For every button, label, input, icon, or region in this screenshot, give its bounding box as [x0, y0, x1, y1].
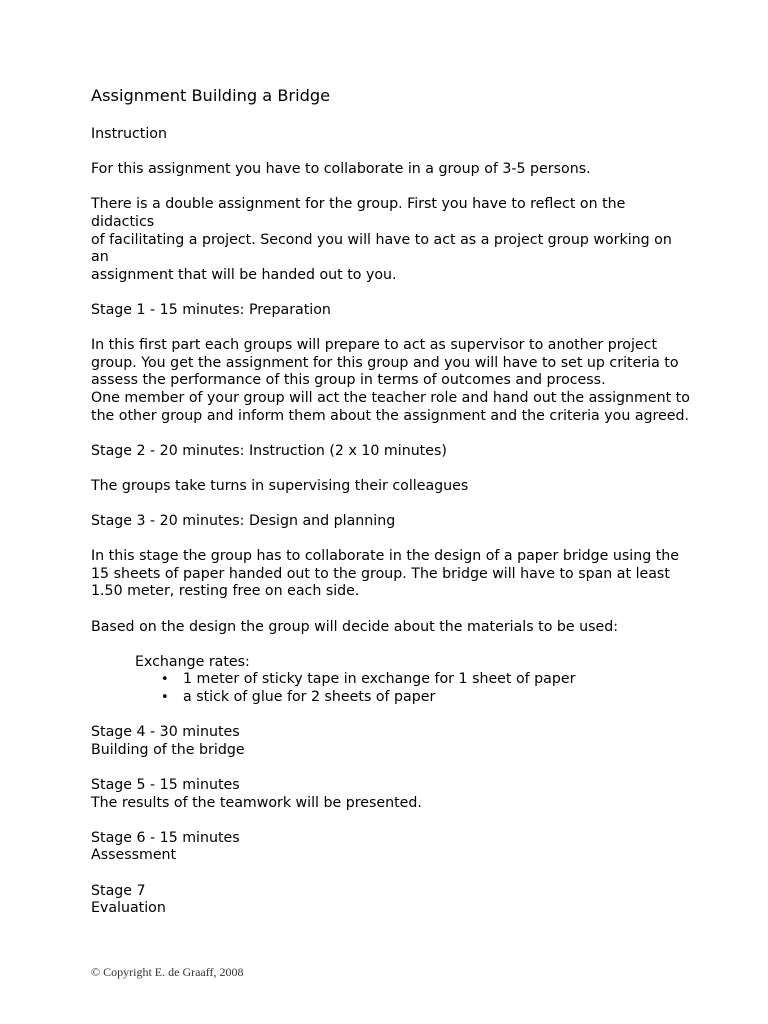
- text-line: assess the performance of this group in terms of outcomes and process.: [91, 372, 606, 389]
- intro-paragraph: For this assignment you have to collaborate in a group of 3-5 persons.: [91, 161, 591, 178]
- text-line: 15 sheets of paper handed out to the group. The bridge will have to span at least: [91, 565, 670, 582]
- stage2-paragraph: The groups take turns in supervising their colleagues: [91, 477, 469, 494]
- text-line: 1.50 meter, resting free on each side.: [91, 583, 360, 600]
- stage6-block: [91, 830, 691, 865]
- list-item: [161, 671, 691, 689]
- exchange-rates-label: Exchange rates:: [135, 653, 250, 670]
- list-item: [161, 689, 691, 707]
- stage1-heading: Stage 1 - 15 minutes: Preparation: [91, 301, 331, 318]
- stage7-text: Evaluation: [91, 900, 166, 917]
- stage1-paragraph: [91, 337, 691, 425]
- exchange-rates-list: [135, 671, 691, 706]
- stage4-block: [91, 724, 691, 759]
- list-item-text: 1 meter of sticky tape in exchange for 1 sheet of paper: [183, 671, 576, 688]
- list-item-text: a stick of glue for 2 sheets of paper: [183, 689, 436, 705]
- stage4-heading: Stage 4 - 30 minutes: [91, 724, 240, 741]
- copyright-footer: © Copyright E. de Graaff, 2008: [91, 965, 244, 979]
- text-line: the other group and inform them about the assignment and the criteria you agreed.: [91, 407, 690, 424]
- stage7-block: [91, 883, 691, 918]
- text-line: There is a double assignment for the group. First you have to reflect on the didactics: [91, 196, 626, 230]
- stage6-text: Assessment: [91, 847, 177, 864]
- stage5-text: The results of the teamwork will be presented.: [91, 794, 422, 811]
- stage3-paragraph: [91, 548, 691, 601]
- text-line: In this first part each groups will prepare to act as supervisor to another project: [91, 337, 658, 354]
- stage6-heading: Stage 6 - 15 minutes: [91, 829, 240, 846]
- stage3-heading: Stage 3 - 20 minutes: Design and planning: [91, 513, 396, 530]
- stage5-block: [91, 777, 691, 812]
- stage5-heading: Stage 5 - 15 minutes: [91, 776, 240, 793]
- materials-paragraph: Based on the design the group will decide about the materials to be used:: [91, 618, 619, 635]
- text-line: of facilitating a project. Second you will have to act as a project group working on an: [91, 231, 672, 266]
- document-title: Assignment Building a Bridge: [91, 86, 331, 105]
- text-line: assignment that will be handed out to you.: [91, 266, 397, 283]
- text-line: In this stage the group has to collaborate in the design of a paper bridge using the: [91, 548, 680, 565]
- bullet-icon: •: [161, 690, 169, 705]
- text-line: One member of your group will act the teacher role and hand out the assignment to: [91, 389, 690, 406]
- document-body: [91, 86, 691, 935]
- instruction-label: Instruction: [91, 126, 167, 142]
- bullet-icon: •: [161, 672, 169, 688]
- stage2-heading: Stage 2 - 20 minutes: Instruction (2 x 10 minutes): [91, 442, 447, 459]
- stage4-text: Building of the bridge: [91, 741, 245, 758]
- text-line: group. You get the assignment for this group and you will have to set up criteria to: [91, 354, 679, 371]
- double-assignment-paragraph: [91, 196, 691, 284]
- exchange-rates-block: [135, 654, 691, 707]
- stage7-heading: Stage 7: [91, 882, 146, 899]
